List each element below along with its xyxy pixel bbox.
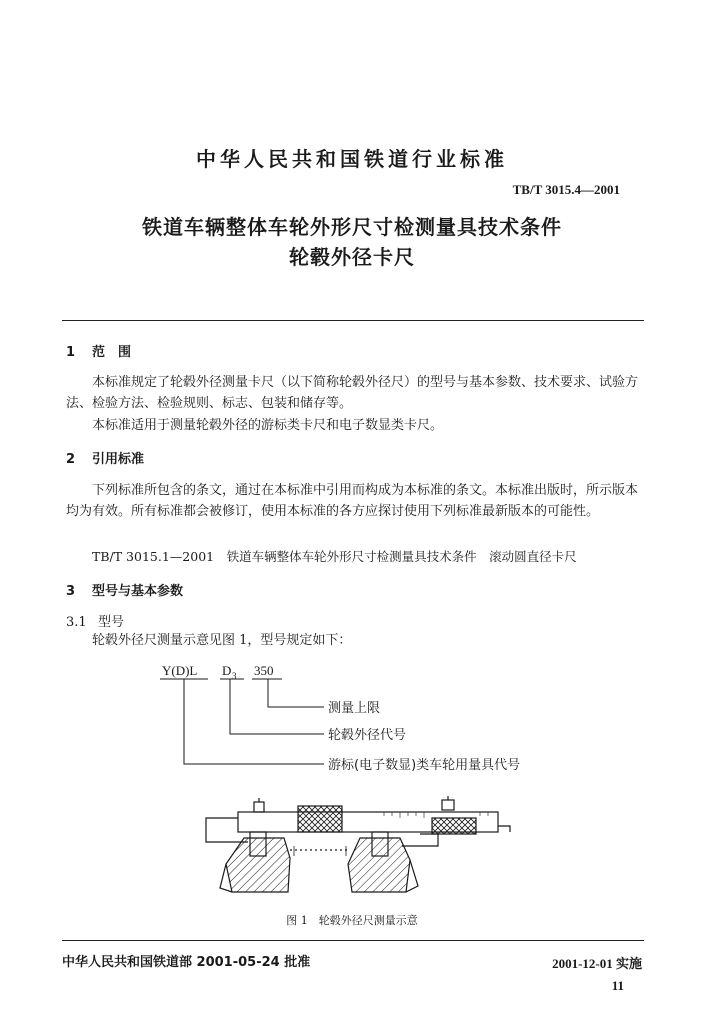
label-type-code: 游标(电子数显)类车轮用量具代号 [328, 758, 521, 773]
effective-date: 2001-12-01 实施 [552, 956, 642, 971]
doc-title-line2: 轮毂外径卡尺 [289, 245, 415, 269]
section-2-number: 2 [66, 452, 76, 467]
code-part-diameter: D [222, 663, 232, 678]
standard-number: TB/T 3015.4—2001 [512, 182, 620, 197]
section-3-1-number: 3.1 [66, 615, 87, 630]
section-3-number: 3 [66, 584, 76, 599]
section-3-title: 型号与基本参数 [92, 584, 184, 599]
section-1-paragraph-1: 本标准规定了轮毂外径测量卡尺（以下简称轮毂外径尺）的型号与基本参数、技术要求、试验方法、检验方法、检验规则、标志、包装和储存等。 [66, 375, 639, 411]
label-diameter-code: 轮毂外径代号 [328, 728, 407, 743]
section-2-paragraph-1: 下列标准所包含的条文，通过在本标准中引用而构成为本标准的条文。本标准出版时，所示版本均为有效。所有标准都会被修订，使用本标准的各方应探讨使用下列标准最新版本的可能性。 [66, 483, 639, 519]
figure-1-drawing [206, 796, 510, 892]
approval-line: 中华人民共和国铁道部 2001-05-24 批准 [62, 955, 311, 970]
section-1-paragraph-2: 本标准适用于测量轮毂外径的游标类卡尺和电子数显类卡尺。 [92, 418, 444, 433]
code-part-type: Y(D)L [162, 663, 198, 678]
doc-title-line1: 铁道车辆整体车轮外形尺寸检测量具技术条件 [142, 215, 562, 239]
page-number: 11 [611, 978, 624, 993]
code-part-range: 350 [254, 663, 274, 678]
section-1-title: 范 围 [92, 345, 132, 360]
code-part-diameter-sub: 3 [232, 671, 237, 681]
org-title: 中华人民共和国铁道行业标准 [196, 147, 508, 171]
section-3-1-title: 型号 [98, 615, 125, 630]
section-1-number: 1 [66, 345, 76, 360]
label-upper-limit: 测量上限 [328, 701, 381, 716]
section-3-1-intro: 轮毂外径尺测量示意见图 1，型号规定如下： [92, 633, 352, 648]
section-2-reference: TB/T 3015.1—2001 铁道车辆整体车轮外形尺寸检测量具技术条件 滚动圆直径卡尺 [92, 549, 577, 564]
section-2-title: 引用标准 [92, 452, 145, 467]
figure-1-caption: 图 1 轮毂外径尺测量示意 [286, 914, 418, 927]
bottom-divider [62, 940, 644, 941]
